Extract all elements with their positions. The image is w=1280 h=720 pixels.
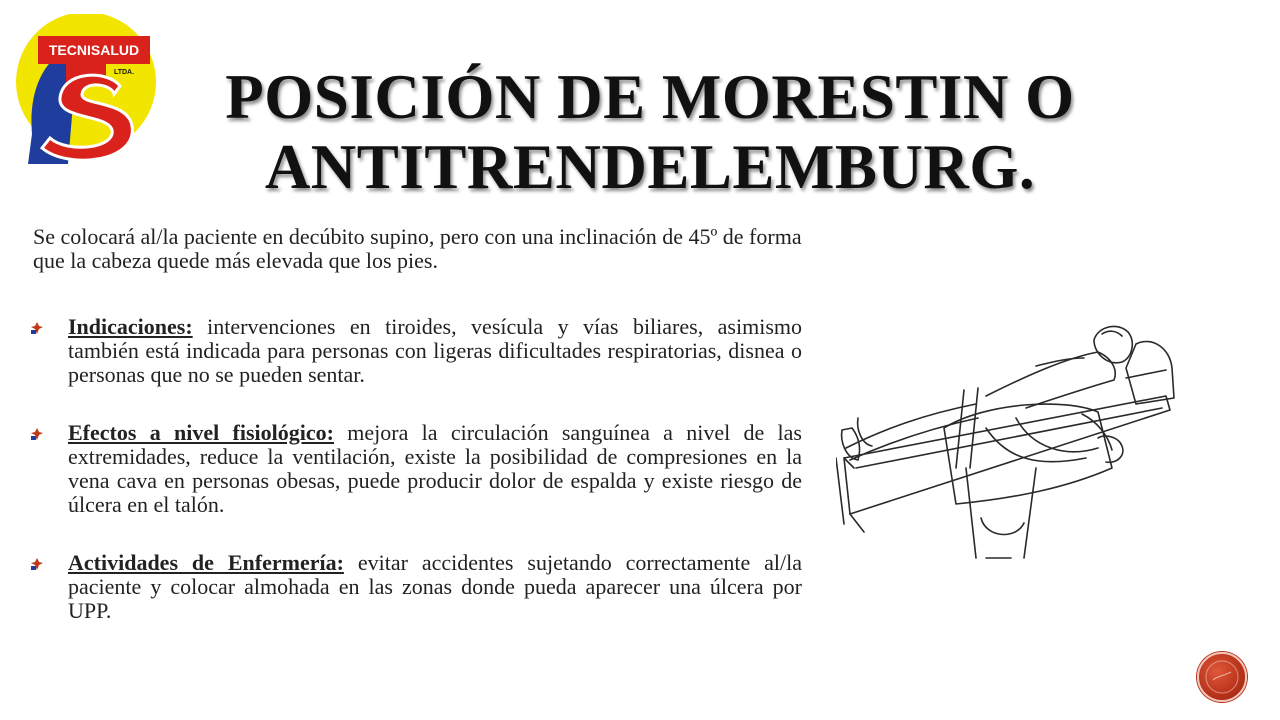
bullet-text: evitar accidentes sujetando correctamente al/la paciente y colocar almohada en las zonas donde pueda aparecer una úlcera por UPP. <box>68 550 803 623</box>
bullet-efectos <box>30 421 802 517</box>
slide-nav-button[interactable] <box>1197 652 1247 702</box>
bullet-list <box>30 315 802 623</box>
logo-brand-text: TECNISALUD <box>48 42 140 58</box>
slide-title-line-1: POSICIÓN DE MORESTIN O <box>225 62 1075 132</box>
slide-title-line-2: ANTITRENDELEMBURG. <box>264 132 1036 202</box>
bullet-term: Actividades de Enfermería: <box>68 550 344 575</box>
bullet-term: Efectos a nivel fisiológico: <box>68 420 334 445</box>
bullet-marker-icon <box>30 427 44 441</box>
intro-paragraph: Se colocará al/la paciente en decúbito supino, pero con una inclinación de 45º de forma que la cabeza quede más elevada que los pies. <box>33 224 802 273</box>
bullet-term: Indicaciones: <box>68 314 193 339</box>
logo-sub-text: LTDA. <box>113 69 135 76</box>
tecnisalud-logo <box>8 14 158 164</box>
slide-nav-icon <box>1199 654 1245 700</box>
patient-position-illustration <box>836 318 1188 564</box>
bullet-text: intervenciones en tiroides, vesícula y vías biliares, asimismo también está indicada para personas con ligeras dificultades respiratorias, disnea o personas que no se pueden sentar. <box>68 314 802 387</box>
bullet-text: mejora la circulación sanguínea a nivel de las extremidades, reduce la ventilación, existe la posibilidad de compresiones en la vena cava en personas obesas, puede producir dolor de espalda y existe riesgo de úlcera en el talón. <box>68 420 802 517</box>
bullet-marker-icon <box>30 321 44 335</box>
bullet-marker-icon <box>30 557 44 571</box>
slide-title <box>150 62 1150 202</box>
bullet-indicaciones <box>30 315 802 387</box>
bullet-actividades <box>30 551 802 623</box>
